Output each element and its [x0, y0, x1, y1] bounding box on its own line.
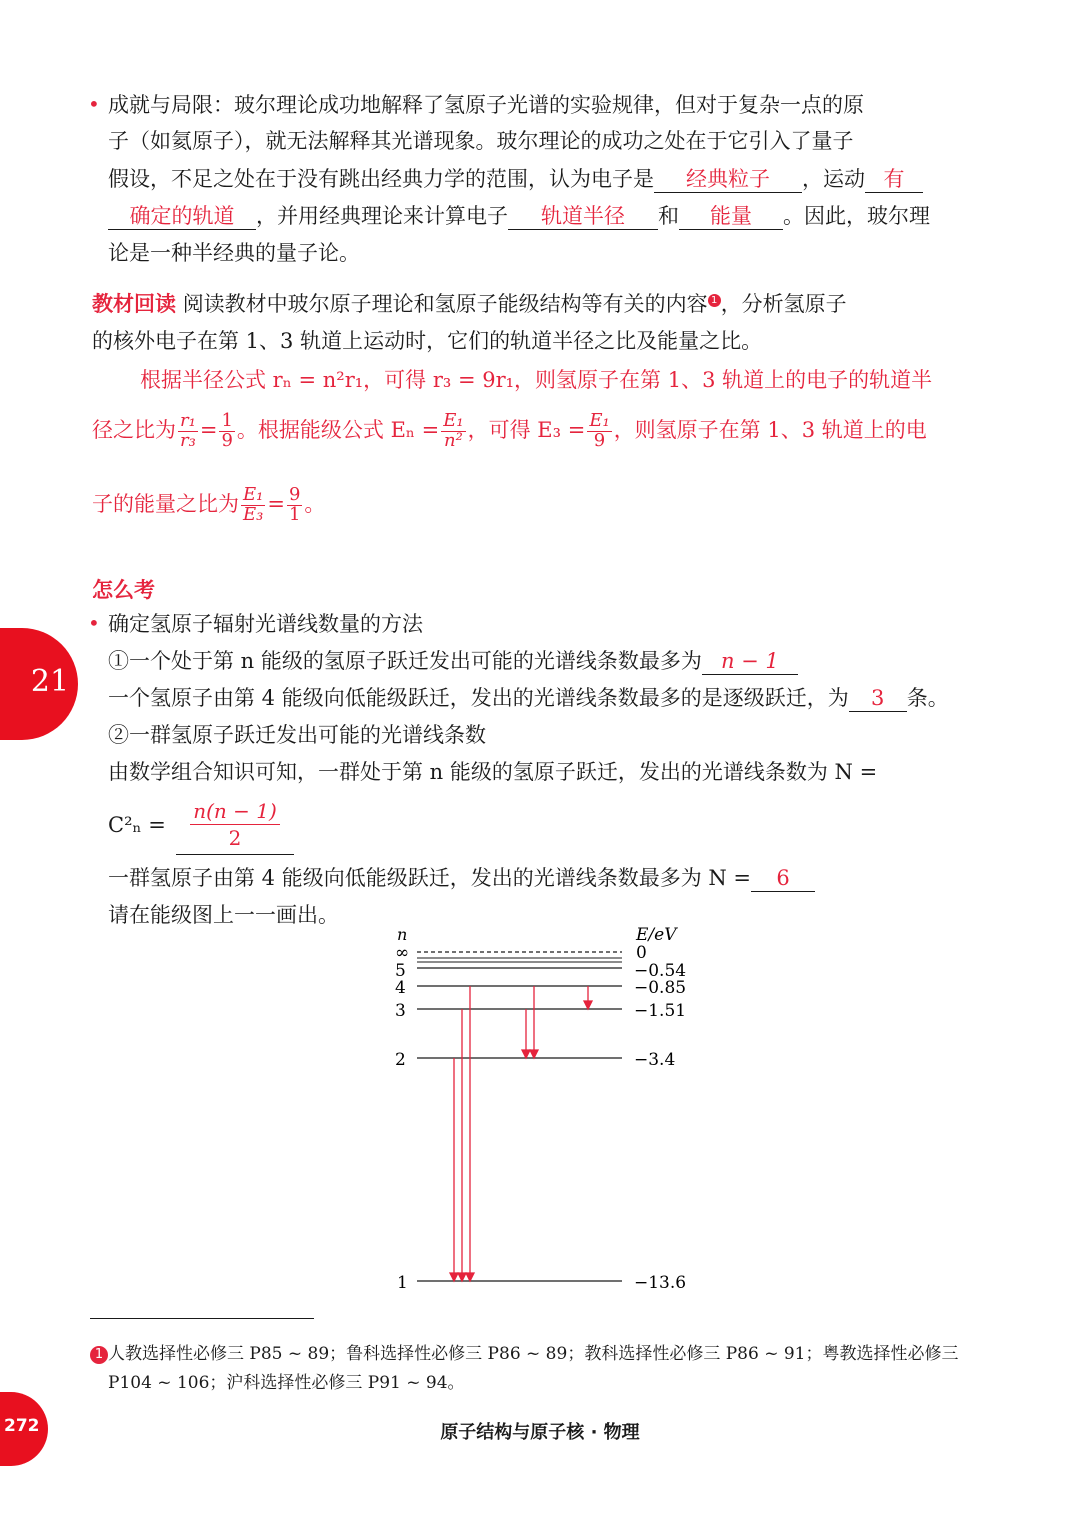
answer-blank: 有	[865, 166, 923, 193]
text-span: ，可得 E₃ =	[467, 417, 586, 442]
fraction: $\frac{\text{r₁}}{\text{r₃}}$	[180, 410, 196, 451]
arrow-head	[450, 1273, 458, 1281]
bullet-title: 确定氢原子辐射光谱线数量的方法	[108, 612, 423, 636]
arrow-head	[522, 1050, 530, 1058]
level-energy-label: −0.85	[634, 978, 687, 998]
level-energy-label: −1.51	[634, 1001, 687, 1021]
paragraph-line: 请在能级图上一一画出。	[108, 903, 339, 927]
text-span: 一个氢原子由第 4 能级向低能级跃迁，发出的光谱线条数最多的是逐级跃迁，为	[108, 686, 849, 710]
paragraph-line: ②一群氢原子跃迁发出可能的光谱线条数	[108, 723, 486, 747]
footnote-line: P104 ~ 106；沪科选择性必修三 P91 ~ 94。	[108, 1373, 465, 1393]
paragraph-line: 的核外电子在第 1、3 轨道上运动时，它们的轨道半径之比及能量之比。	[92, 329, 763, 353]
chapter-number: 21	[30, 664, 70, 699]
fraction: $\frac{\text{E₁}}{\text{n²}}$	[443, 410, 464, 451]
answer-blank: 能量	[679, 203, 783, 230]
level-n-label: ∞	[395, 943, 410, 963]
text-span: =	[267, 491, 285, 516]
footnote-line	[90, 1343, 958, 1365]
answer-blank: n − 1	[702, 648, 798, 675]
bullet-dot: •	[88, 92, 100, 116]
text-span: 人教选择性必修三 P85 ~ 89；鲁科选择性必修三 P86 ~ 89；教科选择性必修三 P86 ~ 91；粤教选择性必修三	[108, 1344, 959, 1364]
text-span: C²ₙ =	[108, 813, 166, 837]
paragraph-line: 由数学组合知识可知，一群处于第 n 能级的氢原子跃迁，发出的光谱线条数为 N =	[108, 760, 878, 784]
arrow-head	[584, 1001, 592, 1009]
text-span: 一群氢原子由第 4 能级向低能级跃迁，发出的光谱线条数最多为 N =	[108, 866, 752, 890]
answer-blank: 经典粒子	[654, 166, 802, 193]
level-n-label: 1	[397, 1273, 408, 1293]
section-heading: 怎么考	[92, 578, 155, 602]
answer-blank: 6	[751, 865, 815, 892]
text-span: ，运动	[802, 167, 865, 191]
level-energy-label: −13.6	[634, 1273, 687, 1293]
paragraph-line: 成就与局限：玻尔理论成功地解释了氢原子光谱的实验规律，但对于复杂一点的原	[108, 93, 864, 117]
footer-title: 原子结构与原子核 · 物理	[440, 1422, 640, 1443]
arrow-head	[466, 1273, 474, 1281]
text-span: 。因此，玻尔理	[783, 204, 930, 228]
answer-line: 根据半径公式 rₙ = n²r₁，可得 r₃ = 9r₁，则氢原子在第 1、3 轨道上的电子的轨道半	[140, 368, 933, 392]
fraction: $\frac{9}{1}$	[288, 484, 301, 525]
fraction: $\frac{1}{9}$	[221, 410, 233, 451]
combination-answer: n(n − 1) 2	[176, 798, 294, 851]
text-span: 条。	[906, 686, 949, 710]
paragraph-line: 子（如氦原子），就无法解释其光谱现象。玻尔理论的成功之处在于它引入了量子	[108, 129, 854, 153]
text-span: 径之比为	[92, 417, 176, 442]
text-span: ，并用经典理论来计算电子	[256, 204, 508, 228]
level-energy-label: 0	[636, 943, 647, 963]
answer-blank: 3	[849, 685, 907, 712]
text-span: 和	[658, 204, 679, 228]
text-span: 假设，不足之处在于没有跳出经典力学的范围，认为电子是	[108, 167, 654, 191]
text-span: ①一个处于第 n 能级的氢原子跃迁发出可能的光谱线条数最多为	[108, 649, 702, 673]
bullet-dot: •	[88, 611, 100, 635]
level-n-label: 3	[395, 1001, 406, 1021]
textbook-label: 教材回读	[92, 292, 176, 316]
text-span: 子的能量之比为	[92, 491, 239, 516]
paragraph-line: 论是一种半经典的量子论。	[108, 241, 360, 265]
footnote-divider	[90, 1318, 314, 1319]
text-span: 阅读教材中玻尔原子理论和氢原子能级结构等有关的内容	[182, 292, 708, 316]
arrow-head	[458, 1273, 466, 1281]
level-energy-label: −3.4	[634, 1050, 676, 1070]
page-number: 272	[4, 1416, 40, 1436]
footnote-marker: 1	[90, 1346, 108, 1364]
level-n-label: 5	[395, 961, 406, 981]
fraction: $\frac{\text{E₁}}{\text{E₃}}$	[243, 484, 264, 525]
text-span: ，则氢原子在第 1、3 轨道上的电	[613, 417, 927, 442]
text-span: 。	[304, 491, 326, 516]
answer-blank: 确定的轨道	[108, 203, 256, 230]
level-n-label: 4	[395, 978, 406, 998]
n-axis-label: n	[397, 925, 408, 944]
text-span: 。根据能级公式 Eₙ =	[236, 417, 440, 442]
level-n-label: 2	[395, 1050, 406, 1070]
footnote-marker: 1	[708, 294, 721, 307]
arrow-head	[530, 1050, 538, 1058]
energy-axis-label: E/eV	[636, 925, 677, 945]
fraction: $\frac{\text{E₁}}{9}$	[589, 410, 610, 451]
text-span: ，分析氢原子	[720, 292, 847, 316]
answer-blank: 轨道半径	[508, 203, 658, 230]
text-span: =	[199, 417, 218, 442]
level-energy-label: −0.54	[634, 961, 687, 981]
